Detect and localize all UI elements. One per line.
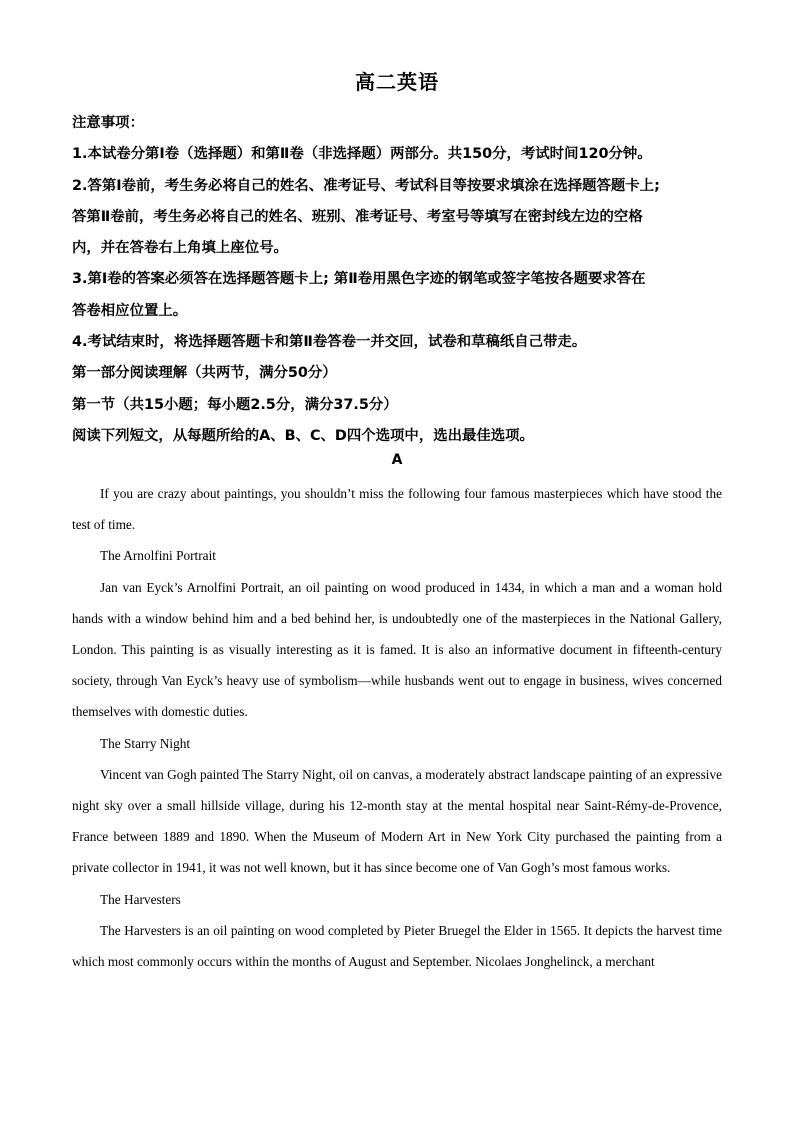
notice-item: 3.第Ⅰ卷的答案必须答在选择题答题卡上; 第Ⅱ卷用黑色字迹的钢笔或签字笔按各题要求答在 (72, 271, 646, 288)
painting-heading: The Harvesters (100, 891, 181, 907)
notice-item: 答卷相应位置上。 (72, 302, 188, 319)
notice-item: 1.本试卷分第Ⅰ卷（选择题）和第Ⅱ卷（非选择题）两部分。共150分，考试时间120分钟。 (72, 146, 652, 163)
reading-passage (72, 478, 722, 977)
passage-paragraph: Vincent van Gogh painted The Starry Night, oil on canvas, a moderately abstract landscape painting of an expressive night sky over a small hillside village, during his 12-month stay at the mental hospital near Saint-Rémy-de-Provence, France between 1889 and 1890. When the Museum of Modern Art in New York City purchased the painting from a private collector in 1941, it was not well known, but it has since become one of Van Gogh’s most famous works. (72, 766, 722, 876)
section-heading: 第一节（共15小题；每小题2.5分，满分37.5分） (72, 396, 398, 413)
notice-item: 4.考试结束时，将选择题答题卡和第Ⅱ卷答卷一并交回，试卷和草稿纸自己带走。 (72, 334, 587, 351)
notice-item: 2.答第Ⅰ卷前，考生务必将自己的姓名、准考证号、考试科目等按要求填涂在选择题答题卡上; (72, 177, 660, 194)
passage-letter: A (391, 452, 403, 468)
notice-item: 答第Ⅱ卷前，考生务必将自己的姓名、班别、准考证号、考室号等填写在密封线左边的空格 (72, 208, 643, 225)
notice-heading: 注意事项： (72, 115, 144, 131)
page-title: 高二英语 (355, 70, 439, 94)
reading-instruction: 阅读下列短文，从每题所给的A、B、C、D四个选项中，选出最佳选项。 (72, 427, 534, 444)
notice-block (72, 108, 742, 452)
passage-paragraph: Jan van Eyck’s Arnolfini Portrait, an oil painting on wood produced in 1434, in which a man and a woman hold hands with a window behind him and a bed behind her, is undoubtedly one of the masterpieces in the National Gallery, London. This painting is as visually interesting as it is famed. It is also an informative document in fifteenth-century society, through Van Eyck’s heavy use of symbolism—while husbands went out to engage in business, wives concerned themselves with domestic duties. (72, 579, 722, 720)
part-heading: 第一部分阅读理解（共两节，满分50分） (72, 365, 337, 382)
painting-heading: The Starry Night (100, 735, 191, 751)
passage-paragraph: The Harvesters is an oil painting on wood completed by Pieter Bruegel the Elder in 1565. It depicts the harvest time which most commonly occurs within the months of August and September. Nicolaes Jonghelinck, a merchant (72, 922, 722, 970)
passage-intro: If you are crazy about paintings, you shouldn’t miss the following four famous masterpieces which have stood the test of time. (72, 486, 722, 533)
notice-item: 内，并在答卷右上角填上座位号。 (72, 240, 288, 257)
painting-heading: The Arnolfini Portrait (100, 548, 216, 564)
